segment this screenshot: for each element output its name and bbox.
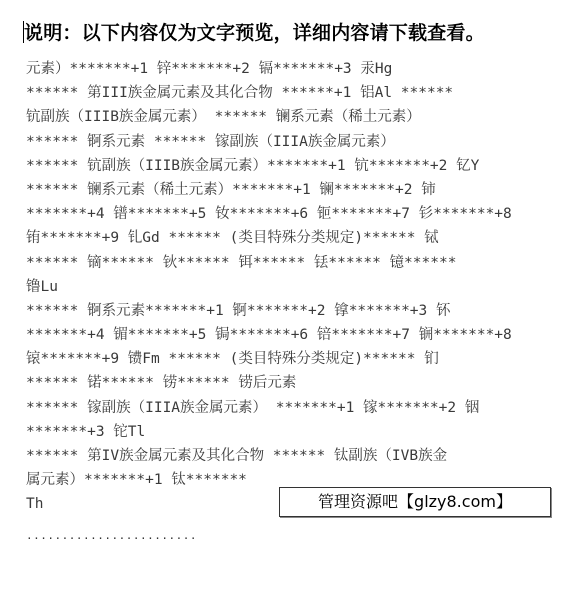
text-line: 属元素）*******+1 钛******* xyxy=(26,472,247,489)
text-line: 镥Lu xyxy=(26,278,58,295)
text-line: 钪副族（IIIB族金属元素） ****** 镧系元素（稀土元素） xyxy=(26,109,421,126)
text-line: 铕*******+9 钆Gd ****** (类目特殊分类规定)****** 铽 xyxy=(26,230,439,247)
text-line: ****** 镝****** 钬****** 铒****** 铥****** 镱****** xyxy=(26,254,457,271)
text-line: ****** 锕系元素*******+1 锕*******+2 镎*******+3 钚 xyxy=(26,302,451,319)
text-line: 元素）*******+1 锌*******+2 镉*******+3 汞Hg xyxy=(26,61,393,77)
text-line: Th xyxy=(26,496,44,513)
text-line: ****** 锘****** 铹****** 铹后元素 xyxy=(26,375,297,392)
preview-notice: 说明：以下内容仅为文字预览，详细内容请下载查看。 xyxy=(24,22,485,44)
text-line: 锿*******+9 镄Fm ****** (类目特殊分类规定)****** 钔 xyxy=(26,351,439,368)
document-body xyxy=(26,57,566,517)
text-line: *******+4 镨*******+5 钕*******+6 钷*******+7 钐*******+8 xyxy=(26,206,512,223)
text-line: ****** 镓副族（IIIA族金属元素） *******+1 镓*******+2 铟 xyxy=(26,399,480,416)
text-line: *******+3 铊Tl xyxy=(26,423,146,440)
text-line: ****** 钪副族（IIIB族金属元素）*******+1 钪*******+2 钇Y xyxy=(26,157,480,174)
text-line: *******+4 镅*******+5 锔*******+6 锫*******+7 锎*******+8 xyxy=(26,327,512,344)
text-line: ****** 镧系元素（稀土元素）*******+1 镧*******+2 铈 xyxy=(26,181,436,198)
text-line: ****** 锕系元素 ****** 镓副族（IIIA族金属元素） xyxy=(26,133,395,150)
watermark-banner: 管理资源吧【glzy8.com】 xyxy=(279,487,551,517)
text-line: ****** 第IV族金属元素及其化合物 ****** 钛副族（IVB族金 xyxy=(26,448,448,464)
ellipsis-dots: ························ xyxy=(26,532,197,545)
text-line: ****** 第III族金属元素及其化合物 ******+1 铝Al ****** xyxy=(26,85,454,102)
